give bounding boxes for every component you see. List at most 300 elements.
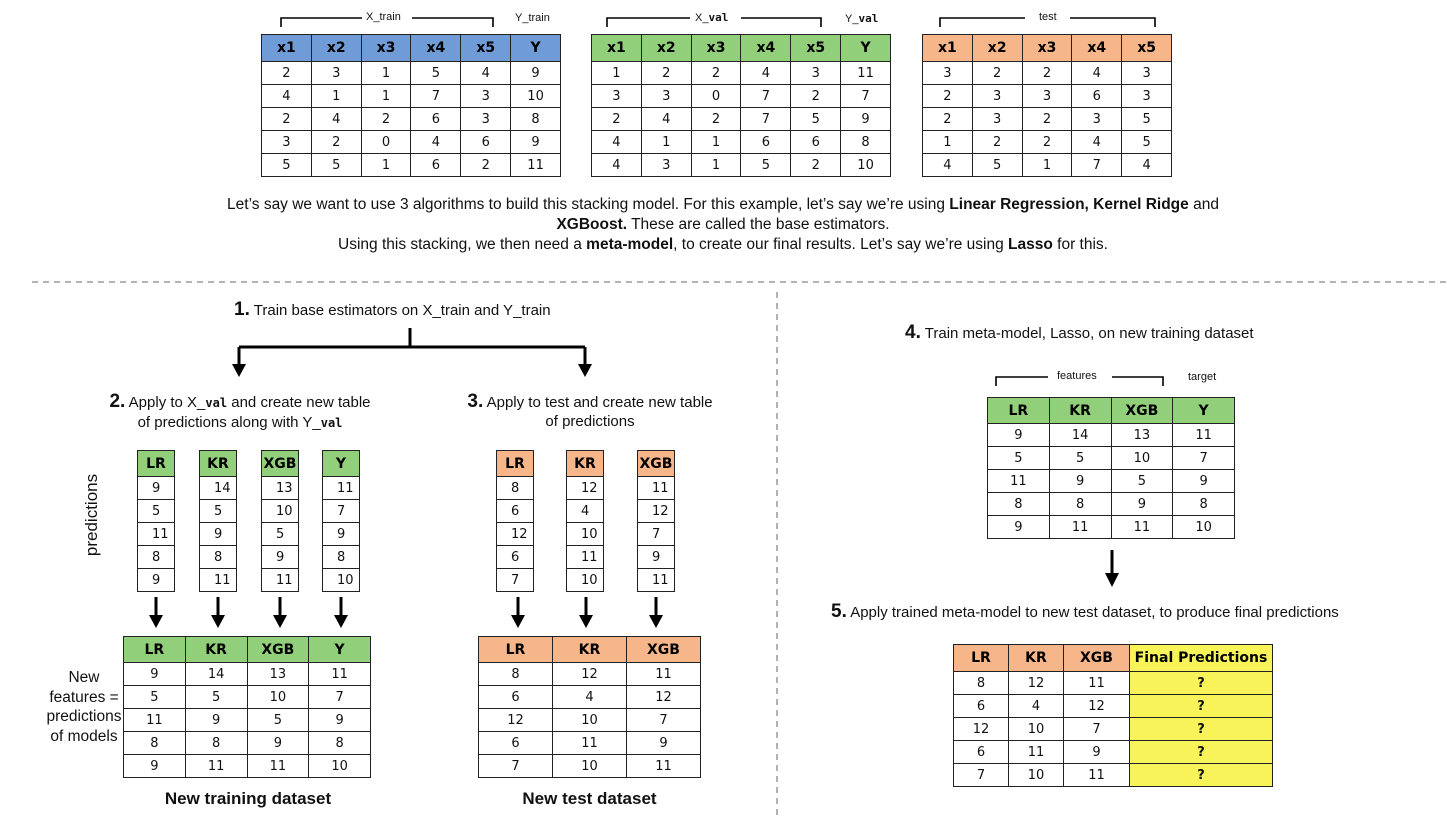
- xval-label: [695, 11, 728, 24]
- intro-l3-b: meta-model: [586, 236, 674, 253]
- table-cell: 11: [627, 663, 701, 686]
- table-cell: 9: [1111, 493, 1173, 516]
- yval-label-sub: val: [858, 12, 879, 25]
- new-features-line-2: features =: [49, 688, 119, 706]
- column-header: LR: [988, 398, 1050, 424]
- table-cell: 2: [791, 85, 841, 108]
- column-header: XGB: [1064, 645, 1130, 672]
- table-cell: 10: [1009, 764, 1064, 787]
- table-row: [567, 500, 604, 523]
- table-cell: 10: [323, 569, 360, 592]
- column-header: KR: [200, 451, 237, 477]
- table-cell: 12: [638, 500, 675, 523]
- table-row: [592, 154, 891, 177]
- column-header: Y: [511, 35, 561, 62]
- table-cell: 6: [479, 686, 553, 709]
- table-row: [497, 500, 534, 523]
- column-header: KR: [185, 637, 247, 663]
- table-cell: 2: [1022, 62, 1072, 85]
- table-cell: 4: [461, 62, 511, 85]
- table-cell: 11: [185, 755, 247, 778]
- table-row: [138, 500, 175, 523]
- table-row: [262, 154, 561, 177]
- column-header: x2: [641, 35, 691, 62]
- step-2: [60, 392, 420, 433]
- fork-arrow-right-head: [578, 364, 592, 377]
- intro-l3-e: for this.: [1052, 236, 1108, 253]
- table-cell: 10: [309, 755, 371, 778]
- x-val-table: [591, 34, 891, 177]
- table-cell: 2: [1022, 108, 1072, 131]
- column-header: x4: [741, 35, 791, 62]
- intro-l1-c: and: [1188, 196, 1219, 213]
- table-row: [323, 546, 360, 569]
- fork-arrows: [239, 328, 585, 366]
- test-pred-column-xgb: [637, 450, 675, 592]
- table-cell: 7: [627, 709, 701, 732]
- table-row: [262, 131, 561, 154]
- table-cell: 6: [954, 695, 1009, 718]
- step-1-number: 1.: [234, 299, 250, 320]
- table-row: [923, 62, 1172, 85]
- step-2-line-1: [60, 392, 420, 413]
- table-cell: 8: [511, 108, 561, 131]
- table-cell: 4: [641, 108, 691, 131]
- table-cell: ?: [1130, 718, 1273, 741]
- table-cell: 4: [1122, 154, 1172, 177]
- table-cell: 9: [124, 755, 186, 778]
- table-row: [988, 447, 1235, 470]
- step-3-line-2: of predictions: [545, 413, 635, 430]
- table-cell: 7: [411, 85, 461, 108]
- table-cell: 6: [497, 500, 534, 523]
- table-row: [262, 523, 299, 546]
- step-3: [420, 392, 760, 431]
- table-cell: 8: [323, 546, 360, 569]
- table-row: [479, 686, 701, 709]
- column-header: x1: [262, 35, 312, 62]
- table-cell: 5: [311, 154, 361, 177]
- step-3-line-1: [420, 392, 760, 412]
- table-cell: 12: [1009, 672, 1064, 695]
- table-cell: 11: [511, 154, 561, 177]
- table-cell: 2: [923, 85, 973, 108]
- table-cell: 7: [741, 108, 791, 131]
- table-cell: 12: [567, 477, 604, 500]
- table-cell: 6: [791, 131, 841, 154]
- table-cell: 11: [841, 62, 891, 85]
- test-pred-column-kr: [566, 450, 604, 592]
- table-row: [592, 108, 891, 131]
- table-cell: 11: [200, 569, 237, 592]
- table-cell: 9: [511, 62, 561, 85]
- table-row: [323, 569, 360, 592]
- table-cell: 5: [185, 686, 247, 709]
- column-header: KR: [553, 637, 627, 663]
- table-cell: 9: [638, 546, 675, 569]
- new-features-line-1: New: [68, 669, 100, 686]
- table-cell: 12: [1064, 695, 1130, 718]
- table-cell: 2: [461, 154, 511, 177]
- table-cell: 11: [1009, 741, 1064, 764]
- table-row: [124, 663, 371, 686]
- table-cell: 9: [841, 108, 891, 131]
- table-cell: 5: [1122, 108, 1172, 131]
- table-row: [923, 85, 1172, 108]
- table-cell: 6: [479, 732, 553, 755]
- new-training-table: [123, 636, 371, 778]
- table-cell: 11: [124, 709, 186, 732]
- table-row: [988, 493, 1235, 516]
- column-header: x4: [411, 35, 461, 62]
- table-cell: 10: [247, 686, 309, 709]
- table-cell: 9: [323, 523, 360, 546]
- step-5-text: Apply trained meta-model to new test dataset, to produce final predictions: [846, 604, 1339, 621]
- step-3-text: Apply to test and create new table: [483, 394, 713, 411]
- column-header: KR: [1049, 398, 1111, 424]
- table-cell: 12: [553, 663, 627, 686]
- table-cell: 10: [553, 755, 627, 778]
- step-2-text-b: and create new table: [227, 394, 371, 411]
- column-header: LR: [124, 637, 186, 663]
- table-row: [638, 477, 675, 500]
- table-cell: 8: [200, 546, 237, 569]
- table-cell: 2: [262, 108, 312, 131]
- table-cell: 3: [262, 131, 312, 154]
- table-cell: 8: [954, 672, 1009, 695]
- table-row: [124, 709, 371, 732]
- table-cell: 7: [954, 764, 1009, 787]
- table-cell: 5: [1122, 131, 1172, 154]
- table-cell: 2: [361, 108, 411, 131]
- table-cell: 2: [691, 62, 741, 85]
- table-row: [954, 718, 1273, 741]
- table-row: [923, 154, 1172, 177]
- table-cell: 8: [1049, 493, 1111, 516]
- table-cell: 3: [972, 108, 1022, 131]
- step-3-number: 3.: [467, 391, 484, 412]
- column-header: XGB: [638, 451, 675, 477]
- step-2-line-2-sub: val: [320, 416, 343, 430]
- table-cell: 11: [638, 569, 675, 592]
- table-cell: 10: [511, 85, 561, 108]
- table-row: [262, 62, 561, 85]
- column-header: x2: [972, 35, 1022, 62]
- features-label: features: [1057, 370, 1097, 382]
- table-cell: 8: [497, 477, 534, 500]
- step-4-text: Train meta-model, Lasso, on new training dataset: [920, 325, 1254, 342]
- table-row: [323, 523, 360, 546]
- step-1-text: Train base estimators on X_train and Y_train: [249, 302, 551, 319]
- table-row: [592, 62, 891, 85]
- table-cell: 14: [200, 477, 237, 500]
- table-row: [497, 523, 534, 546]
- step-5: [831, 602, 1339, 622]
- table-cell: 3: [461, 85, 511, 108]
- table-cell: 4: [567, 500, 604, 523]
- table-row: [262, 546, 299, 569]
- table-cell: 2: [1022, 131, 1072, 154]
- table-cell: 5: [988, 447, 1050, 470]
- table-cell: 8: [1173, 493, 1235, 516]
- table-cell: 3: [1122, 85, 1172, 108]
- column-header: x5: [1122, 35, 1172, 62]
- table-row: [200, 523, 237, 546]
- table-row: [262, 108, 561, 131]
- table-cell: 5: [741, 154, 791, 177]
- table-row: [592, 131, 891, 154]
- table-cell: 8: [841, 131, 891, 154]
- table-cell: 3: [923, 62, 973, 85]
- step-2-line-2: [60, 413, 420, 433]
- table-cell: 3: [972, 85, 1022, 108]
- table-row: [954, 672, 1273, 695]
- new-test-caption: New test dataset: [522, 789, 657, 808]
- val-pred-column-xgb: [261, 450, 299, 592]
- table-row: [200, 477, 237, 500]
- table-row: [200, 500, 237, 523]
- table-cell: 6: [461, 131, 511, 154]
- table-cell: 2: [972, 131, 1022, 154]
- column-header: x2: [311, 35, 361, 62]
- table-cell: 9: [185, 709, 247, 732]
- table-cell: 4: [741, 62, 791, 85]
- table-cell: 2: [641, 62, 691, 85]
- table-cell: 9: [511, 131, 561, 154]
- table-cell: 8: [479, 663, 553, 686]
- table-cell: 1: [311, 85, 361, 108]
- table-cell: 5: [138, 500, 175, 523]
- table-row: [567, 569, 604, 592]
- table-row: [954, 741, 1273, 764]
- table-cell: 5: [1111, 470, 1173, 493]
- table-cell: 11: [988, 470, 1050, 493]
- table-cell: 8: [138, 546, 175, 569]
- new-test-table: [478, 636, 701, 778]
- table-row: [479, 663, 701, 686]
- column-header: x5: [461, 35, 511, 62]
- table-cell: 5: [200, 500, 237, 523]
- table-cell: 4: [1072, 62, 1122, 85]
- table-cell: 10: [1173, 516, 1235, 539]
- table-row: [497, 546, 534, 569]
- table-cell: 2: [691, 108, 741, 131]
- table-cell: 2: [311, 131, 361, 154]
- table-cell: 10: [262, 500, 299, 523]
- xtrain-label: X_train: [366, 11, 401, 23]
- table-row: [138, 477, 175, 500]
- table-row: [200, 546, 237, 569]
- table-row: [497, 569, 534, 592]
- table-row: [988, 424, 1235, 447]
- table-cell: 4: [923, 154, 973, 177]
- column-header: XGB: [1111, 398, 1173, 424]
- column-header: x1: [923, 35, 973, 62]
- table-cell: 5: [411, 62, 461, 85]
- table-row: [988, 470, 1235, 493]
- table-cell: 11: [567, 546, 604, 569]
- table-cell: 11: [309, 663, 371, 686]
- column-header: LR: [479, 637, 553, 663]
- table-cell: 10: [567, 569, 604, 592]
- step-5-number: 5.: [831, 601, 847, 622]
- table-cell: 1: [923, 131, 973, 154]
- table-cell: 1: [592, 62, 642, 85]
- x-train-table: [261, 34, 561, 177]
- table-cell: 14: [1049, 424, 1111, 447]
- table-cell: 3: [311, 62, 361, 85]
- table-cell: 9: [627, 732, 701, 755]
- meta-training-table: [987, 397, 1235, 539]
- table-cell: 6: [1072, 85, 1122, 108]
- column-header: LR: [954, 645, 1009, 672]
- intro-line-3: [0, 235, 1446, 255]
- table-cell: 11: [1111, 516, 1173, 539]
- table-cell: 3: [641, 85, 691, 108]
- table-cell: 12: [627, 686, 701, 709]
- table-cell: 2: [923, 108, 973, 131]
- table-cell: 5: [262, 154, 312, 177]
- table-cell: 8: [185, 732, 247, 755]
- table-cell: 8: [309, 732, 371, 755]
- table-cell: 5: [124, 686, 186, 709]
- yval-label-base: Y_: [845, 13, 859, 25]
- table-cell: 6: [411, 154, 461, 177]
- intro-l1-a: Let’s say we want to use 3 algorithms to build this stacking model. For this example, let’s say we’re using: [227, 196, 950, 213]
- column-header: x1: [592, 35, 642, 62]
- table-row: [262, 500, 299, 523]
- column-header: x3: [1022, 35, 1072, 62]
- table-cell: 3: [461, 108, 511, 131]
- table-cell: 3: [791, 62, 841, 85]
- table-cell: 13: [1111, 424, 1173, 447]
- table-cell: 2: [592, 108, 642, 131]
- column-header: XGB: [262, 451, 299, 477]
- table-row: [497, 477, 534, 500]
- step-1: [234, 300, 551, 320]
- intro-l3-c: , to create our final results. Let’s say we’re using: [673, 236, 1009, 253]
- yval-label: [845, 12, 878, 25]
- table-cell: 7: [323, 500, 360, 523]
- table-cell: 10: [841, 154, 891, 177]
- step-2-text-a: Apply to X_: [125, 394, 206, 411]
- table-cell: 10: [1009, 718, 1064, 741]
- table-cell: 5: [791, 108, 841, 131]
- table-cell: 4: [553, 686, 627, 709]
- table-row: [262, 85, 561, 108]
- table-cell: 3: [641, 154, 691, 177]
- table-cell: 6: [411, 108, 461, 131]
- table-cell: 3: [592, 85, 642, 108]
- table-cell: 7: [638, 523, 675, 546]
- table-cell: 4: [262, 85, 312, 108]
- table-cell: 10: [567, 523, 604, 546]
- table-cell: ?: [1130, 764, 1273, 787]
- table-cell: 9: [309, 709, 371, 732]
- table-row: [124, 686, 371, 709]
- table-cell: 12: [497, 523, 534, 546]
- intro-l2-b: These are called the base estimators.: [627, 216, 890, 233]
- table-row: [323, 477, 360, 500]
- step-2-number: 2.: [109, 391, 126, 412]
- table-row: [638, 523, 675, 546]
- table-cell: 9: [1173, 470, 1235, 493]
- table-cell: 2: [262, 62, 312, 85]
- table-row: [124, 732, 371, 755]
- table-row: [954, 695, 1273, 718]
- table-cell: 9: [988, 424, 1050, 447]
- table-cell: 1: [361, 85, 411, 108]
- column-header: Y: [841, 35, 891, 62]
- xval-label-base: X_: [695, 12, 709, 24]
- column-header: x4: [1072, 35, 1122, 62]
- table-cell: 3: [1122, 62, 1172, 85]
- table-row: [638, 500, 675, 523]
- table-cell: 2: [972, 62, 1022, 85]
- table-cell: 4: [1009, 695, 1064, 718]
- column-header: x5: [791, 35, 841, 62]
- new-features-label: [44, 668, 124, 746]
- column-header: x3: [361, 35, 411, 62]
- table-cell: 5: [1049, 447, 1111, 470]
- table-cell: 10: [553, 709, 627, 732]
- table-cell: 11: [1064, 764, 1130, 787]
- table-cell: 1: [1022, 154, 1072, 177]
- column-header: KR: [567, 451, 604, 477]
- column-header: Y: [309, 637, 371, 663]
- table-cell: 9: [1064, 741, 1130, 764]
- test-pred-column-lr: [496, 450, 534, 592]
- table-cell: 7: [741, 85, 791, 108]
- table-cell: 11: [262, 569, 299, 592]
- table-cell: 11: [1173, 424, 1235, 447]
- table-row: [567, 523, 604, 546]
- new-features-line-3: predictions: [46, 708, 122, 725]
- table-cell: 3: [1072, 108, 1122, 131]
- intro-l2-a: XGBoost.: [556, 216, 628, 233]
- table-cell: 4: [411, 131, 461, 154]
- table-cell: 9: [138, 569, 175, 592]
- table-row: [479, 732, 701, 755]
- table-cell: 7: [1072, 154, 1122, 177]
- fork-arrow-left-head: [232, 364, 246, 377]
- column-header: Y: [1173, 398, 1235, 424]
- table-row: [567, 477, 604, 500]
- table-cell: 7: [479, 755, 553, 778]
- table-cell: 9: [200, 523, 237, 546]
- table-row: [923, 131, 1172, 154]
- table-cell: 5: [972, 154, 1022, 177]
- table-row: [923, 108, 1172, 131]
- intro-line-2: [0, 215, 1446, 235]
- table-row: [638, 569, 675, 592]
- column-header: XGB: [627, 637, 701, 663]
- table-cell: 11: [1049, 516, 1111, 539]
- predictions-vertical-label: predictions: [82, 473, 101, 557]
- table-cell: 8: [988, 493, 1050, 516]
- table-row: [138, 569, 175, 592]
- table-cell: ?: [1130, 695, 1273, 718]
- table-cell: 11: [638, 477, 675, 500]
- column-header: Y: [323, 451, 360, 477]
- target-label: target: [1188, 371, 1217, 383]
- table-cell: 6: [954, 741, 1009, 764]
- step-2-sub: val: [205, 396, 228, 410]
- table-cell: 13: [262, 477, 299, 500]
- table-cell: 4: [311, 108, 361, 131]
- table-cell: 6: [741, 131, 791, 154]
- table-row: [988, 516, 1235, 539]
